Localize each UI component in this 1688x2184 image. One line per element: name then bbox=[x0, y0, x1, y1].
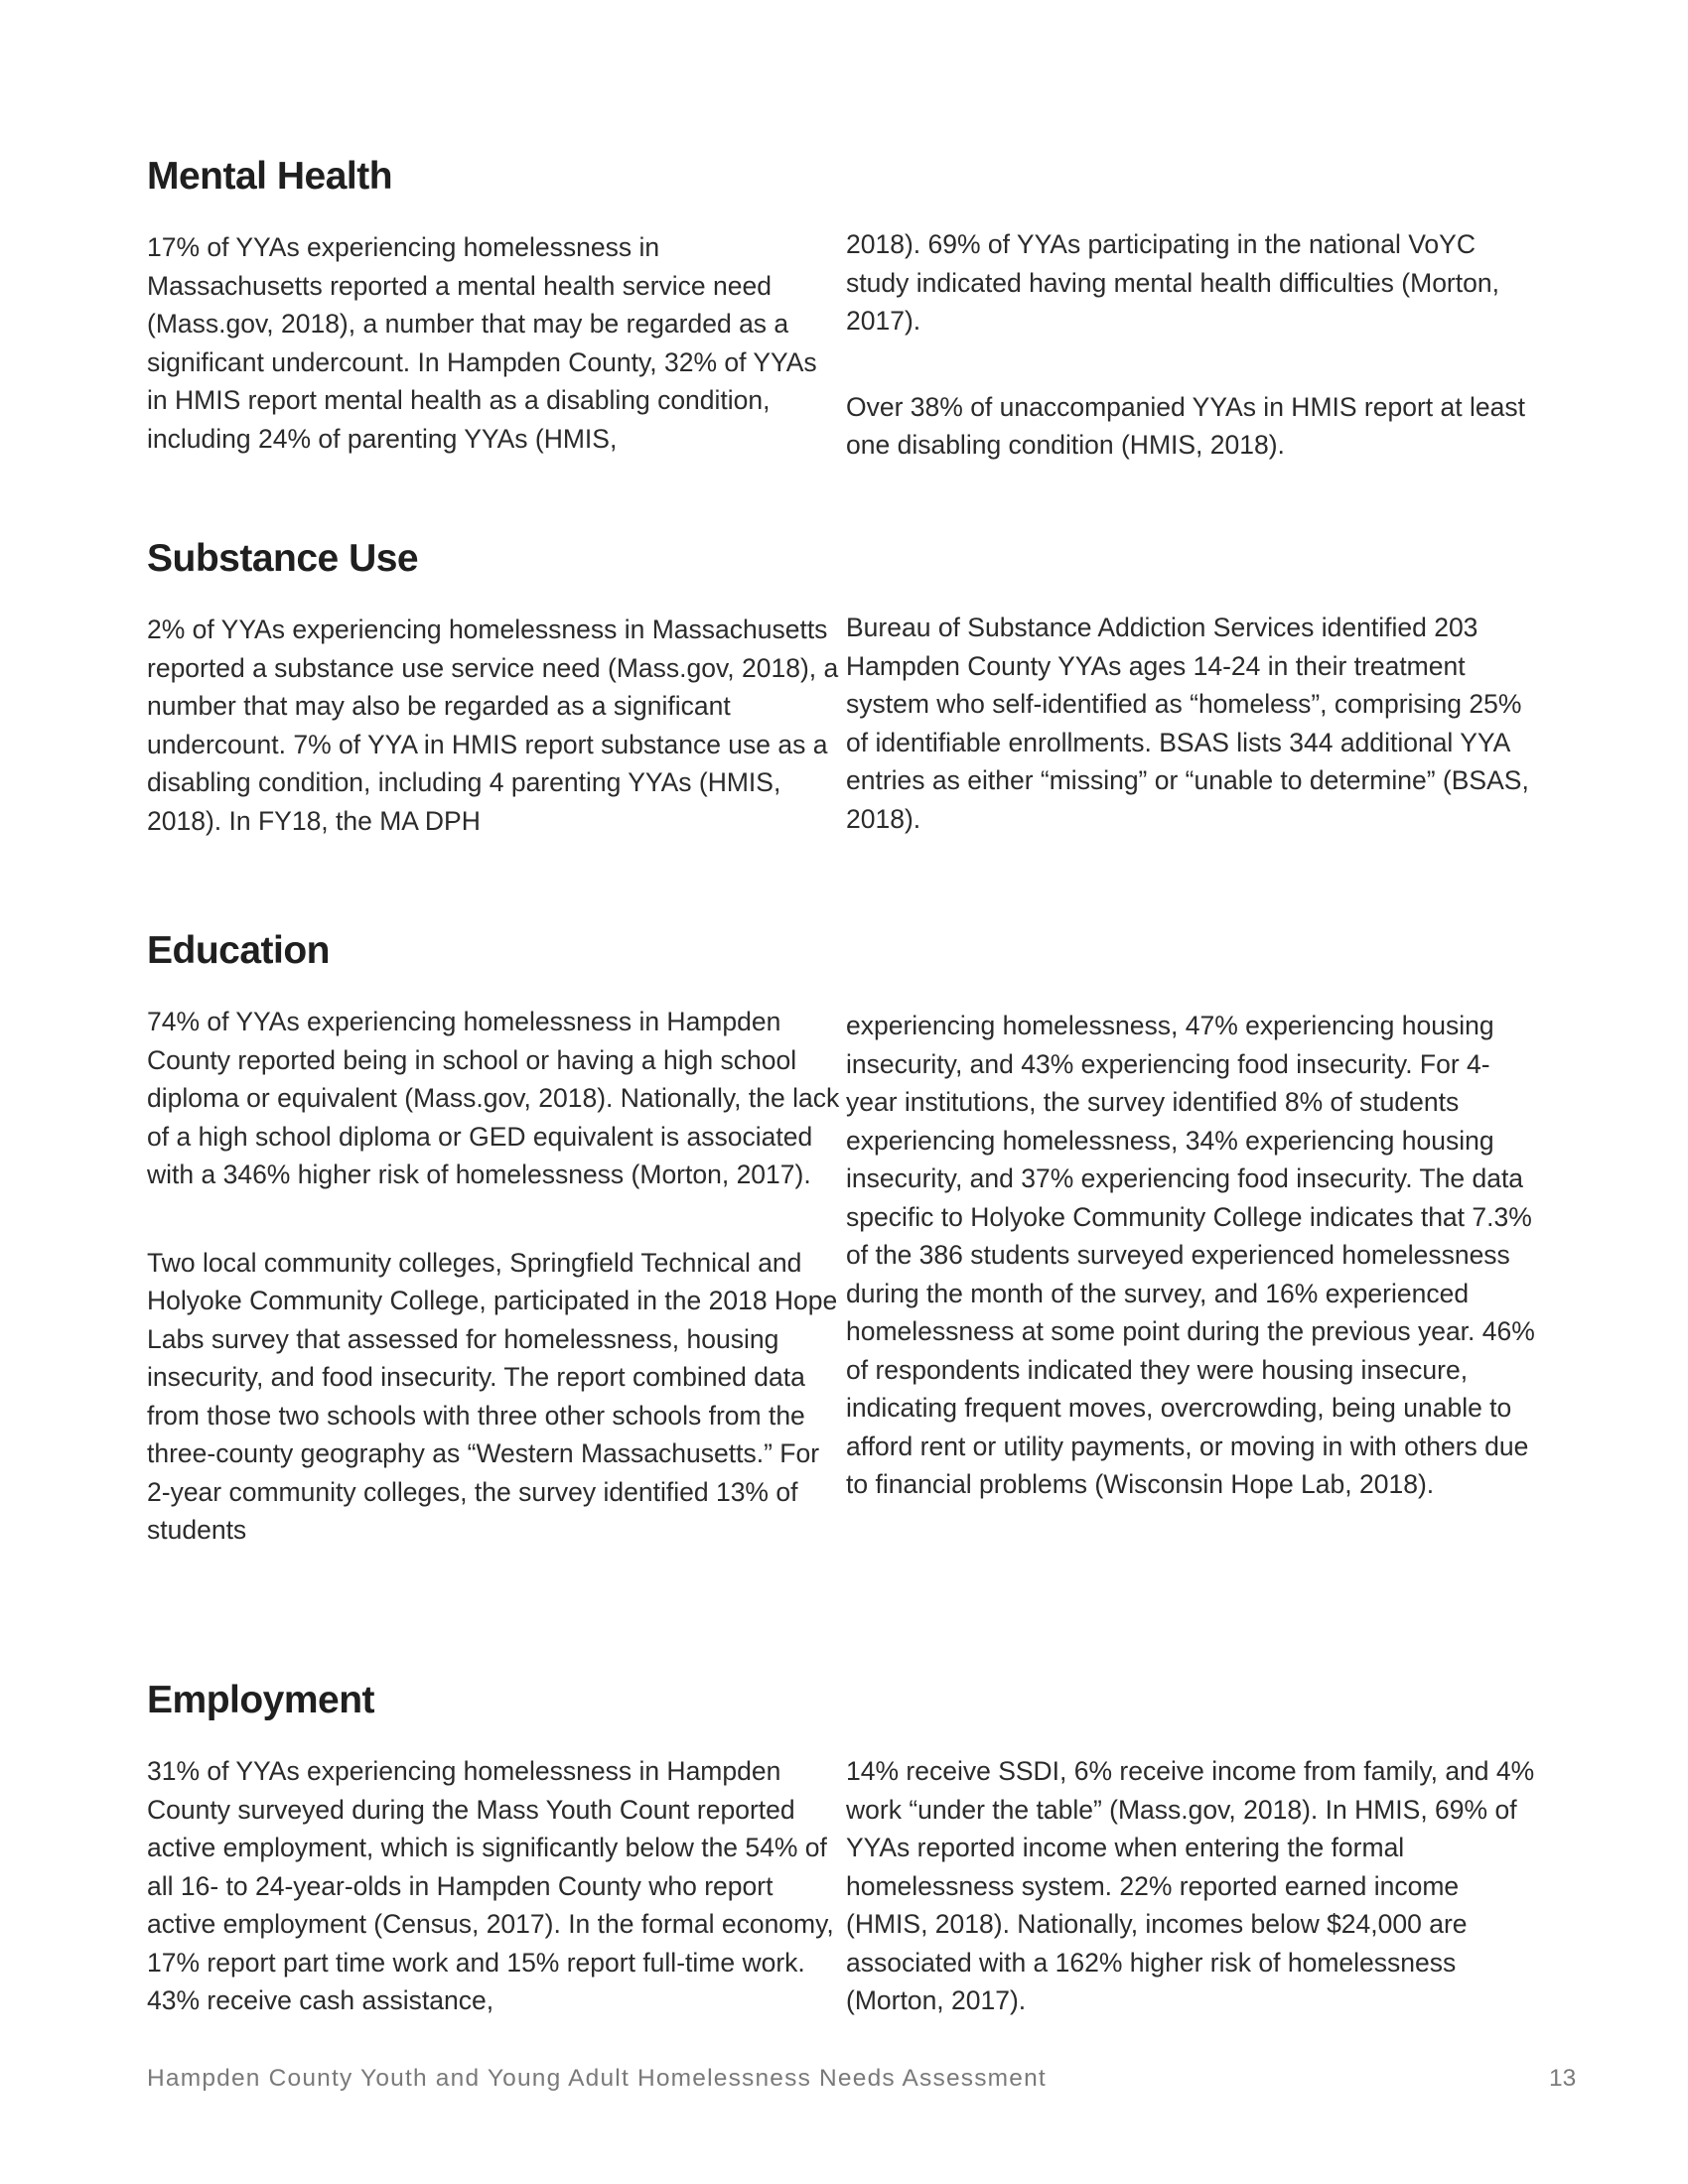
paragraph: 74% of YYAs experiencing homelessness in Hampden County reported being in school or having a high school diploma or equivalent (Mass.gov, 2018). Nationally, the lack of a high school diploma or GED equivalent is associated with a 346% higher risk of homelessness (Morton, 2017). bbox=[147, 1007, 840, 1189]
section-heading: Employment bbox=[147, 1679, 375, 1721]
left-column bbox=[147, 1003, 842, 1579]
right-column bbox=[846, 225, 1541, 494]
paragraph: Bureau of Substance Addiction Services identified 203 Hampden County YYAs ages 14-24 in their treatment system who self-identified as “homeless”, comprising 25% of identifiable enrollments. BSAS lists 344 additional YYA entries as either “missing” or “unable to determine” (BSAS, 2018). bbox=[846, 613, 1529, 834]
left-column bbox=[147, 611, 842, 870]
paragraph: 17% of YYAs experiencing homelessness in Massachusetts reported a mental health service need (Mass.gov, 2018), a number that may be regarded as a significant undercount. In Hampden County, 32% of YYAs in HMIS report mental health as a disabling condition, including 24% of parenting YYAs (HMIS, bbox=[147, 232, 817, 454]
page-number: 13 bbox=[1549, 2065, 1577, 2092]
left-column bbox=[147, 1752, 842, 2050]
left-column bbox=[147, 228, 842, 487]
paragraph: 14% receive SSDI, 6% receive income from family, and 4% work “under the table” (Mass.gov, 2018). In HMIS, 69% of YYAs reported income when entering the formal homelessness system. 22% reported earned income (HMIS, 2018). Nationally, incomes below $24,000 are associated with a 162% higher risk of homelessness (Morton, 2017). bbox=[846, 1756, 1535, 2015]
right-column bbox=[846, 1007, 1541, 1534]
paragraph: Two local community colleges, Springfield Technical and Holyoke Community College, participated in the 2018 Hope Labs survey that assessed for homelessness, housing insecurity, and food insecurity. The report combined data from those two schools with three other schools from the three-county geography as “Western Massachusetts.” For 2-year community colleges, the survey identified 13% of students bbox=[147, 1247, 838, 1545]
right-column bbox=[846, 1752, 1541, 2050]
paragraph: experiencing homelessness, 47% experiencing housing insecurity, and 43% experiencing food insecurity. For 4-year institutions, the survey identified 8% of students experiencing homelessness, 34% experiencing housing insecurity, and 37% experiencing food insecurity. The data specific to Holyoke Community College indicates that 7.3% of the 386 students surveyed experienced homelessness during the month of the survey, and 16% experienced homelessness at some point during the previous year. 46% of respondents indicated they were housing insecure, indicating frequent moves, overcrowding, being unable to afford rent or utility payments, or moving in with others due to financial problems (Wisconsin Hope Lab, 2018). bbox=[846, 1011, 1535, 1499]
section-heading: Mental Health bbox=[147, 155, 393, 198]
paragraph: 2018). 69% of YYAs participating in the national VoYC study indicated having mental health difficulties (Morton, 2017). bbox=[846, 229, 1499, 336]
section-employment bbox=[147, 1678, 1539, 2015]
section-education bbox=[147, 928, 1539, 1545]
section-heading: Substance Use bbox=[147, 537, 419, 580]
paragraph: 2% of YYAs experiencing homelessness in Massachusetts reported a substance use service need (Mass.gov, 2018), a number that may also be regarded as a significant undercount. 7% of YYA in HMIS report substance use as a disabling condition, including 4 parenting YYAs (HMIS, 2018). In FY18, the MA DPH bbox=[147, 614, 839, 836]
paragraph: 31% of YYAs experiencing homelessness in Hampden County surveyed during the Mass Youth Count reported active employment, which is significantly below the 54% of all 16- to 24-year-olds in Hampden County who report active employment (Census, 2017). In the formal economy, 17% report part time work and 15% report full-time work. 43% receive cash assistance, bbox=[147, 1756, 834, 2015]
section-mental-health bbox=[147, 154, 1539, 460]
section-heading: Education bbox=[147, 929, 331, 972]
footer-document-title: Hampden County Youth and Young Adult Homelessness Needs Assessment bbox=[147, 2065, 1047, 2092]
section-substance-use bbox=[147, 536, 1539, 836]
right-column bbox=[846, 609, 1541, 868]
paragraph: Over 38% of unaccompanied YYAs in HMIS report at least one disabling condition (HMIS, 2018). bbox=[846, 391, 1525, 460]
